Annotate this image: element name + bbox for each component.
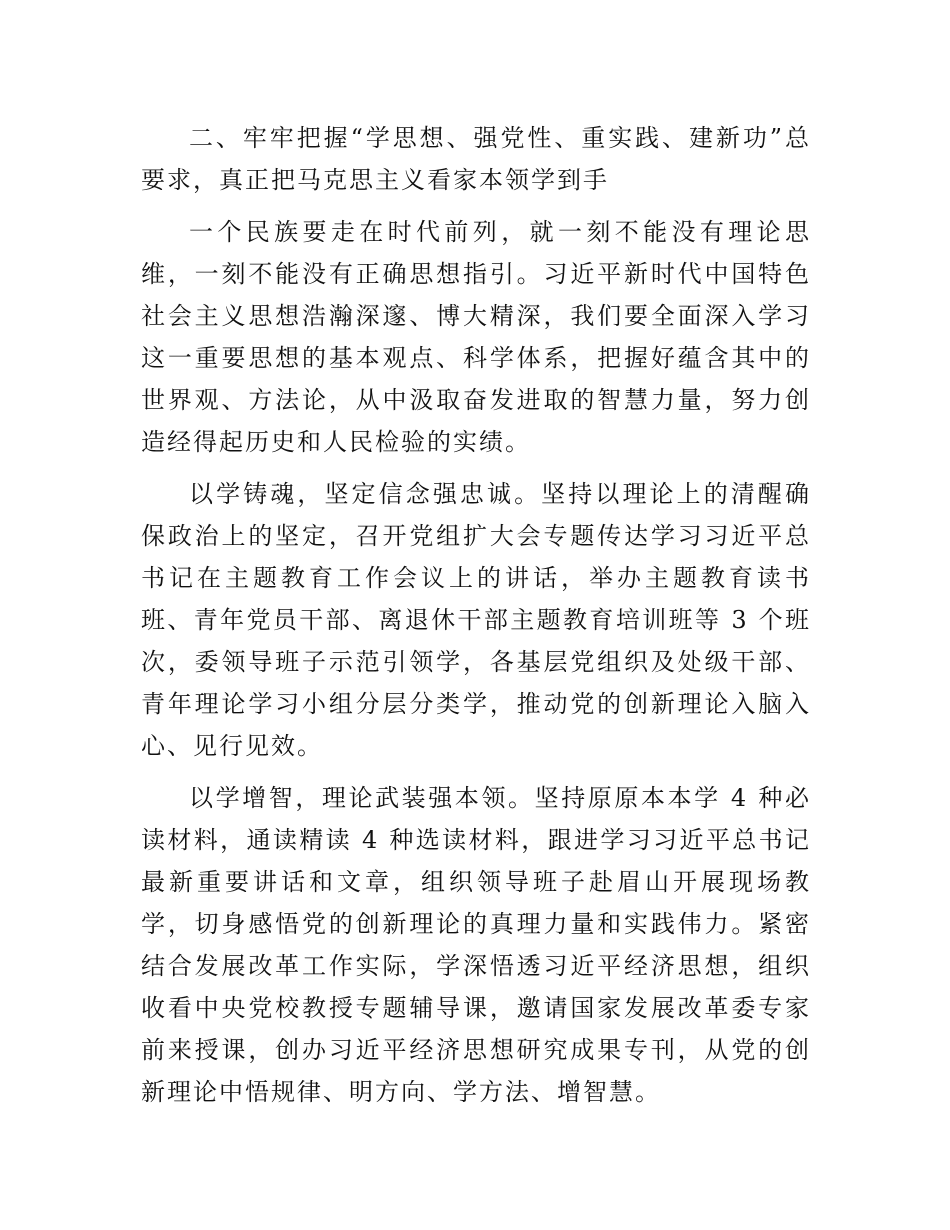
paragraph-intro: 一个民族要走在时代前列，就一刻不能没有理论思维，一刻不能没有正确思想指引。习近平新时代中国特色社会主义思想浩瀚深邃、博大精深，我们要全面深入学习这一重要思想的基本观点、科学体系，把握好蕴含其中的世界观、方法论，从中汲取奋发进取的智慧力量，努力创造经得起历史和人民检验的实绩。 bbox=[141, 218, 811, 456]
paragraph-soul: 以学铸魂，坚定信念强忠诚。坚持以理论上的清醒确保政治上的坚定，召开党组扩大会专题传达学习习近平总书记在主题教育工作会议上的讲话，举办主题教育读书班、青年党员干部、离退休干部主题教育培训班等 3 个班次，委领导班子示范引领学，各基层党组织及处级干部、青年理论学习小组分层分类学，推动党的创新理论入脑入心、见行见效。 bbox=[141, 480, 811, 760]
paragraph-wisdom: 以学增智，理论武装强本领。坚持原原本本学 4 种必读材料，通读精读 4 种选读材料，跟进学习习近平总书记最新重要讲话和文章，组织领导班子赴眉山开展现场教学，切身感悟党的创新理论的真理力量和实践伟力。紧密结合发展改革工作实际，学深悟透习近平经济思想，组织收看中央党校教授专题辅导课，邀请国家发展改革委专家前来授课，创办习近平经济思想研究成果专刊，从党的创新理论中悟规律、明方向、学方法、增智慧。 bbox=[141, 784, 811, 1106]
section-heading: 二、牢牢把握“学思想、强党性、重实践、建新功”总要求，真正把马克思主义看家本领学到手 bbox=[141, 124, 811, 194]
document-body bbox=[141, 117, 811, 1123]
